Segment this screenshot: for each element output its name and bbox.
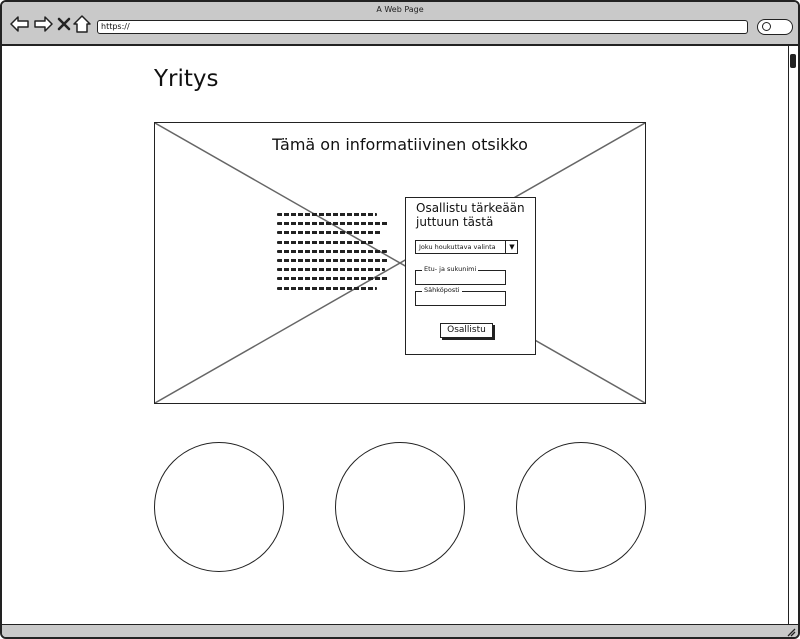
title-bar: [2, 2, 798, 46]
email-field-label: Sähköposti: [424, 286, 460, 294]
dropdown-arrow-icon[interactable]: ▼: [505, 240, 518, 254]
feature-circle-1: [154, 442, 284, 572]
hero-image-placeholder: [154, 122, 646, 404]
site-logo[interactable]: Yritys: [154, 66, 219, 92]
feature-circle-2: [335, 442, 465, 572]
window-title: A Web Page: [376, 5, 424, 14]
signup-form: [405, 197, 536, 355]
vertical-scrollbar[interactable]: [788, 46, 798, 624]
resize-grip-icon[interactable]: [786, 627, 796, 637]
placeholder-text-block: [277, 213, 389, 296]
form-title: Osallistu tärkeään juttuun tästä: [416, 201, 525, 229]
url-bar[interactable]: https://: [97, 20, 748, 34]
back-arrow-icon[interactable]: [10, 14, 30, 34]
dropdown-value: Joku houkuttava valinta: [419, 243, 496, 251]
choice-dropdown[interactable]: [415, 240, 518, 254]
name-field-label: Etu- ja sukunimi: [424, 265, 477, 273]
scrollbar-thumb[interactable]: [790, 54, 796, 68]
email-field[interactable]: [415, 286, 506, 306]
status-bar: [2, 624, 798, 639]
submit-button[interactable]: Osallistu: [440, 323, 493, 338]
image-placeholder-cross: [155, 123, 645, 403]
name-field[interactable]: [415, 265, 506, 285]
search-box[interactable]: [757, 19, 793, 35]
hero-headline: Tämä on informatiivinen otsikko: [272, 135, 528, 154]
forward-arrow-icon[interactable]: [33, 14, 53, 34]
home-icon[interactable]: [72, 14, 92, 34]
feature-circle-3: [516, 442, 646, 572]
search-icon: [762, 22, 771, 31]
close-x-icon[interactable]: [54, 14, 74, 34]
